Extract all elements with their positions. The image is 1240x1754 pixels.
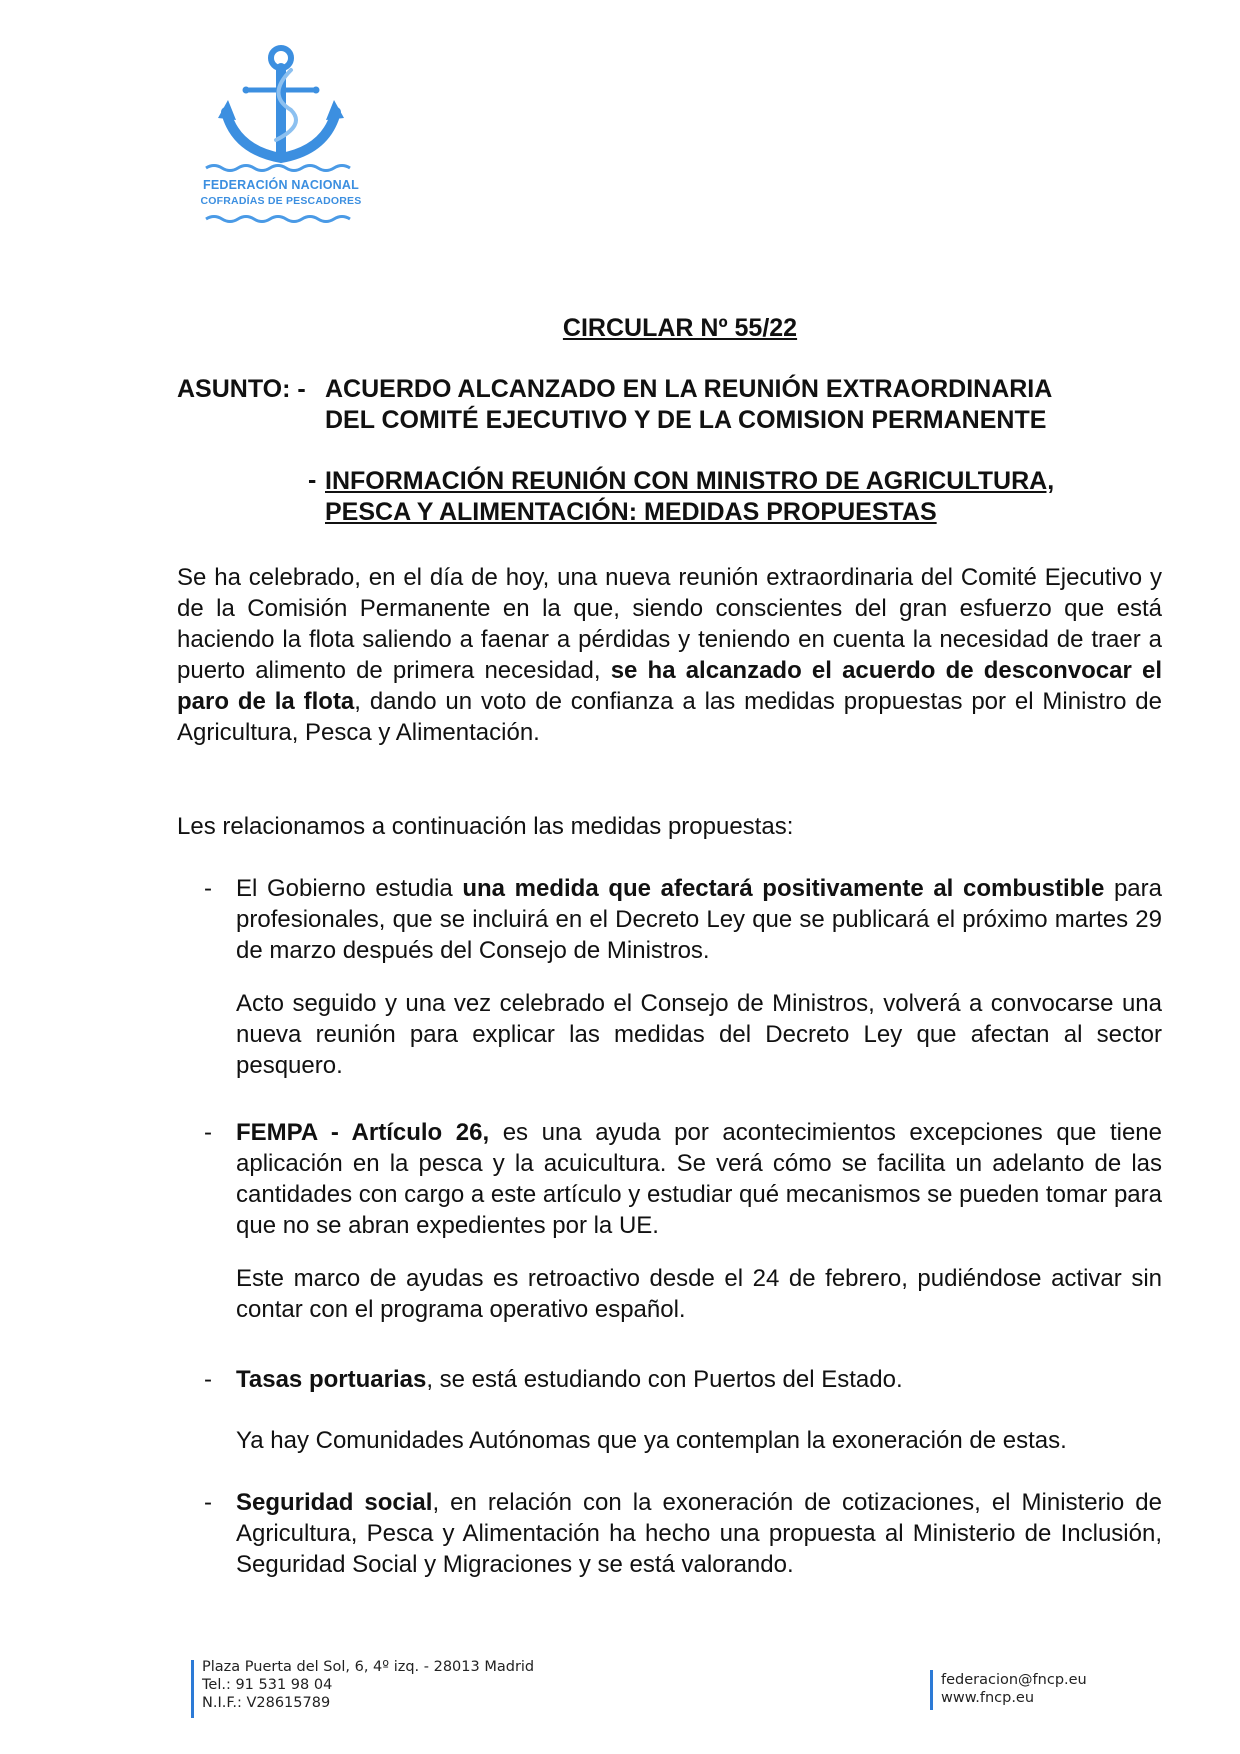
measure-item bbox=[236, 1487, 1162, 1580]
measure-bold: una medida que afectará positivamente al combustible bbox=[462, 875, 1105, 902]
intro-bold-text: se ha alcanzado el acuerdo de desconvocar el paro de la flota bbox=[177, 657, 1162, 715]
measure-bold: Seguridad social bbox=[236, 1489, 433, 1516]
logo-line-2: COFRADÍAS DE PESCADORES bbox=[200, 195, 362, 207]
footer-divider bbox=[930, 1670, 933, 1710]
intro-text: Se ha celebrado, en el día de hoy, una nueva reunión extraordinaria del Comité Ejecutivo y de la Comisión Permanente en la que, siendo conscientes del gran esfuerzo que está haciendo la flota saliendo a faenar a pérdidas y teniendo en cuenta la necesidad de traer a puerto alimento de primera necesidad, bbox=[177, 564, 1162, 684]
subject-2-dash: - bbox=[308, 466, 317, 494]
bullet: - bbox=[204, 875, 212, 902]
footer-email[interactable]: federacion@fncp.eu bbox=[941, 1672, 1087, 1688]
circular-title: CIRCULAR Nº 55/22 bbox=[562, 314, 798, 342]
anchor-icon bbox=[196, 40, 366, 175]
subject-2-line-2: PESCA Y ALIMENTACIÓN: MEDIDAS PROPUESTAS bbox=[325, 498, 937, 526]
footer-contact bbox=[202, 1658, 534, 1712]
footer-nif: N.I.F.: V28615789 bbox=[202, 1695, 331, 1711]
bullet: - bbox=[204, 1119, 212, 1146]
measure-item bbox=[236, 873, 1162, 966]
intro-paragraph bbox=[177, 562, 1162, 748]
subject-1 bbox=[325, 374, 1052, 436]
measure-bold: Tasas portuarias bbox=[236, 1366, 427, 1393]
measure-text: El Gobierno estudia bbox=[236, 875, 463, 902]
subject-1-line-2: DEL COMITÉ EJECUTIVO Y DE LA COMISION PERMANENTE bbox=[325, 406, 1047, 434]
bullet: - bbox=[204, 1366, 212, 1393]
measure-text-end: es una ayuda por acontecimientos excepciones que tiene aplicación en la pesca y la acuicultura. Se verá cómo se facilita un adelanto de las cantidades con cargo a este artículo y estudiar qué mecanismos se pueden tomar para que no se abran expedientes por la UE. bbox=[236, 1119, 1162, 1239]
measure-item bbox=[236, 1364, 1162, 1395]
measure-text-end: para profesionales, que se incluirá en el Decreto Ley que se publicará el próximo martes 29 de marzo después del Consejo de Ministros. bbox=[236, 875, 1162, 964]
measure-note: Este marco de ayudas es retroactivo desde el 24 de febrero, pudiéndose activar sin contar con el programa operativo español. bbox=[236, 1265, 1162, 1323]
measure-text-end: , se está estudiando con Puertos del Estado. bbox=[426, 1366, 903, 1393]
footer-website[interactable]: www.fncp.eu bbox=[941, 1690, 1035, 1706]
subject-1-line-1: ACUERDO ALCANZADO EN LA REUNIÓN EXTRAORDINARIA bbox=[325, 375, 1053, 403]
subject-2-line-1: INFORMACIÓN REUNIÓN CON MINISTRO DE AGRICULTURA, bbox=[325, 467, 1055, 495]
logo-line-1: FEDERACIÓN NACIONAL bbox=[203, 178, 359, 192]
footer-phone: Tel.: 91 531 98 04 bbox=[202, 1677, 333, 1693]
footer-divider bbox=[191, 1660, 194, 1718]
measure-note: Ya hay Comunidades Autónomas que ya contemplan la exoneración de estas. bbox=[236, 1427, 1067, 1454]
footer-address: Plaza Puerta del Sol, 6, 4º izq. - 28013 Madrid bbox=[202, 1659, 535, 1675]
footer-online bbox=[941, 1671, 1087, 1707]
measure-text-end: , en relación con la exoneración de cotizaciones, el Ministerio de Agricultura, Pesca y Alimentación ha hecho una propuesta al Ministerio de Inclusión, Seguridad Social y Migraciones y se está valorando. bbox=[236, 1489, 1162, 1578]
intro-text-end: , dando un voto de confianza a las medidas propuestas por el Ministro de Agricultura, Pesca y Alimentación. bbox=[177, 688, 1162, 746]
list-intro: Les relacionamos a continuación las medidas propuestas: bbox=[177, 813, 794, 840]
subject-2 bbox=[325, 466, 1054, 528]
bullet: - bbox=[204, 1489, 212, 1516]
subject-label: ASUNTO: - bbox=[177, 375, 306, 403]
measure-note: Acto seguido y una vez celebrado el Consejo de Ministros, volverá a convocarse una nueva reunión para explicar las medidas del Decreto Ley que afectan al sector pesquero. bbox=[236, 990, 1162, 1079]
measure-bold: FEMPA - Artículo 26, bbox=[236, 1119, 490, 1146]
waves-icon bbox=[196, 212, 366, 226]
measure-item bbox=[236, 1117, 1162, 1241]
federation-logo bbox=[196, 40, 366, 230]
